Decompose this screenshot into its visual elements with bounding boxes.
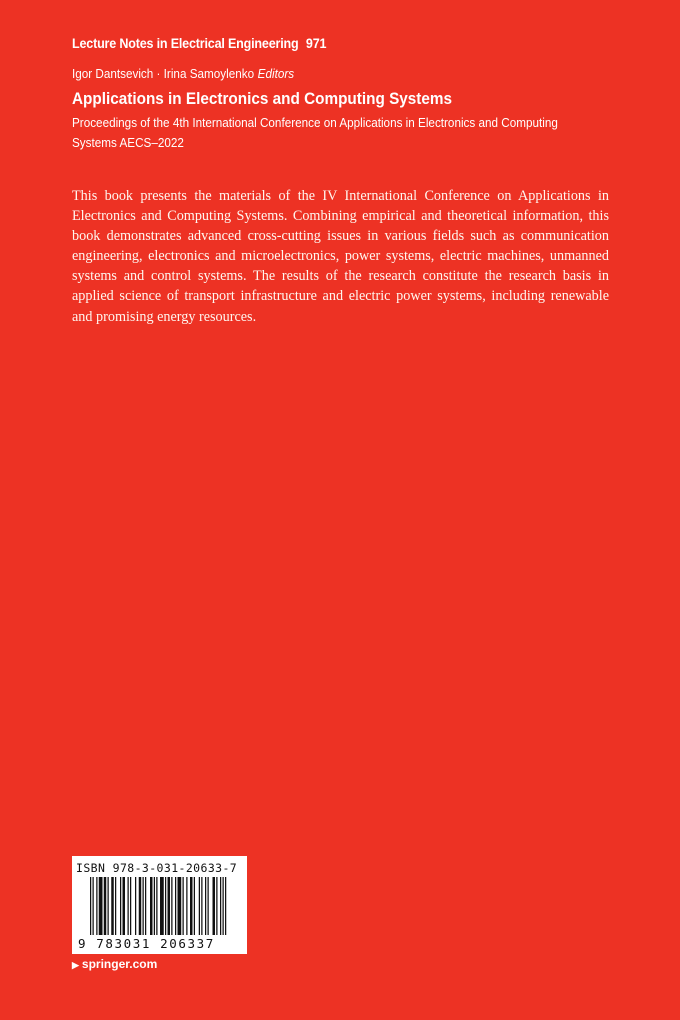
barcode-bar xyxy=(135,877,136,937)
barcode xyxy=(76,877,243,951)
arrow-right-icon: ▶ xyxy=(72,960,79,970)
barcode-bar xyxy=(120,877,121,937)
editors-line xyxy=(72,66,294,81)
series-line xyxy=(72,36,326,51)
barcode-bar xyxy=(223,877,224,937)
barcode-bar xyxy=(199,877,200,937)
barcode-bar xyxy=(115,877,116,937)
barcode-bar xyxy=(111,877,114,937)
series-number: 971 xyxy=(305,36,327,51)
barcode-bar xyxy=(178,877,182,937)
publisher-link[interactable] xyxy=(72,957,157,971)
barcode-bar xyxy=(168,877,171,937)
book-title: Applications in Electronics and Computing Systems xyxy=(72,89,453,108)
barcode-bar xyxy=(160,877,164,937)
barcode-bar xyxy=(171,877,172,937)
barcode-bar xyxy=(150,877,153,937)
publisher-url: springer.com xyxy=(81,957,158,971)
barcode-bar xyxy=(201,877,202,937)
barcode-bar xyxy=(175,877,176,937)
series-name: Lecture Notes in Electrical Engineering xyxy=(72,36,299,51)
barcode-bar xyxy=(99,877,103,937)
barcode-bar xyxy=(96,877,97,937)
book-description: This book presents the materials of the IV International Conference on Applications in Electronics and Computing Systems. Combining empirical and theoretical information, this book demonstrates advanced cross-cutting issues in various fields such as communication engineering, electronics and microelectronics, power systems, electric machines, unmanned systems and control systems. The results of the research constitute the research basis in applied science of transport infrastructure and electric power systems, including renewable and promising energy resources. xyxy=(72,188,609,325)
barcode-bar xyxy=(145,877,146,937)
barcode-bar xyxy=(143,877,144,937)
barcode-bar xyxy=(93,877,94,937)
barcode-bar xyxy=(208,877,209,937)
barcode-bar xyxy=(165,877,166,937)
barcode-bar xyxy=(225,877,226,937)
barcode-bar xyxy=(205,877,206,937)
barcode-bar xyxy=(108,877,109,937)
isbn-barcode-box xyxy=(72,856,247,954)
editor-names: Igor Dantsevich · Irina Samoylenko xyxy=(72,66,255,81)
barcode-bar xyxy=(154,877,155,937)
barcode-bar xyxy=(186,877,187,937)
barcode-bar xyxy=(156,877,157,937)
barcode-bar xyxy=(220,877,221,937)
barcode-bar xyxy=(213,877,216,937)
barcode-bar xyxy=(216,877,217,937)
editors-role: Editors xyxy=(257,66,295,81)
barcode-bar xyxy=(90,877,91,937)
barcode-bar xyxy=(190,877,193,937)
barcode-digits: 9 783031 206337 xyxy=(78,936,215,951)
barcode-bar xyxy=(104,877,107,937)
barcode-bar xyxy=(194,877,195,937)
barcode-bar xyxy=(130,877,131,937)
book-subtitle: Proceedings of the 4th International Conference on Applications in Electronics and Computing Systems AECS–2022 xyxy=(72,115,558,150)
isbn-label: ISBN 978-3-031-20633-7 xyxy=(76,861,238,875)
barcode-bar xyxy=(128,877,129,937)
barcode-bar xyxy=(123,877,126,937)
barcode-bar xyxy=(139,877,142,937)
barcode-bar xyxy=(183,877,184,937)
